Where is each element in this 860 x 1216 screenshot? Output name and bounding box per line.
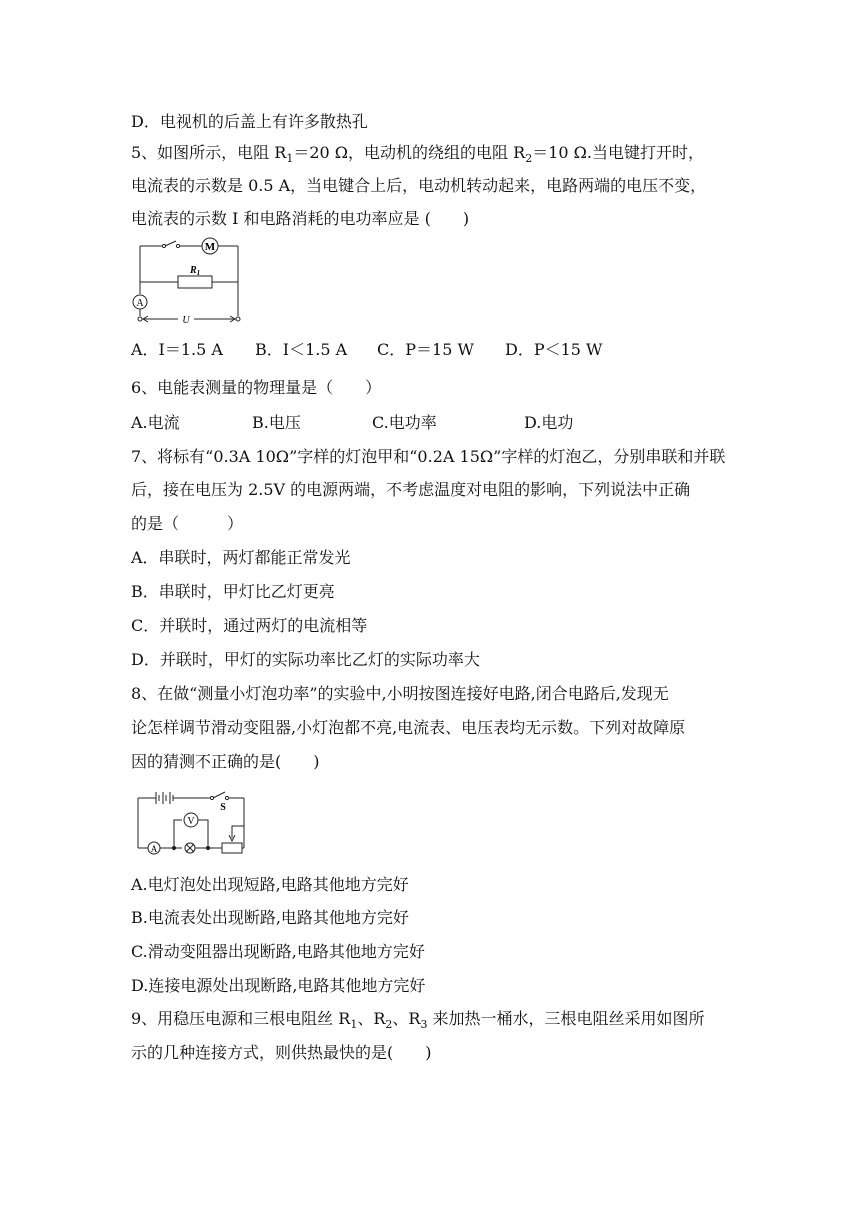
q6-option-b: B.电压 [252,413,301,432]
q8-circuit-figure [130,786,250,858]
voltage-label: U [182,315,190,326]
q5-option-c: C．P＝15 W [377,340,474,359]
switch-label: S [220,802,226,813]
q6-option-c: C.电功率 [372,413,437,432]
q6-option-a: A.电流 [131,413,180,432]
switch-icon [213,792,225,798]
q7-option-b: B．串联时，甲灯比乙灯更亮 [131,582,335,601]
q8-stem-line3: 因的猜测不正确的是( ) [131,752,320,771]
q5-stem-line2: 电流表的示数是 0.5 A，当电键合上后，电动机转动起来，电路两端的电压不变， [131,176,707,195]
q7-option-c: C．并联时，通过两灯的电流相等 [131,616,368,635]
rheostat-icon [222,843,242,853]
q8-option-b: B.电流表处出现断路,电路其他地方完好 [131,908,409,927]
q7-stem-line1: 7、将标有“0.3A 10Ω”字样的灯泡甲和“0.2A 15Ω”字样的灯泡乙，分别串联和并联 [131,447,726,466]
q9-stem-line1: 9、用稳压电源和三根电阻丝 $R_1$、$R_2$、$R_3$ 来加热一桶水，三根电阻丝采用如图所 [131,1009,705,1032]
q9-stem-line2: 示的几种连接方式，则供热最快的是( ) [131,1043,432,1062]
voltmeter-label: V [187,816,195,827]
q4-option-d: D．电视机的后盖上有许多散热孔 [131,112,368,131]
q7-stem-line2: 后，接在电压为 2.5V 的电源两端，不考虑温度对电阻的影响，下列说法中正确 [131,480,691,499]
q7-stem-line3: 的是（ ） [131,514,244,533]
motor-label: M [204,241,216,253]
q8-stem-line2: 论怎样调节滑动变阻器,小灯泡都不亮,电流表、电压表均无示数。下列对故障原 [131,718,686,737]
resistor-icon [178,276,212,288]
q5-circuit-figure [128,236,248,328]
q6-option-d: D.电功 [524,413,574,432]
q8-option-a: A.电灯泡处出现短路,电路其他地方完好 [131,875,409,894]
q6-stem: 6、电能表测量的物理量是（ ） [131,378,382,397]
q8-option-d: D.连接电源处出现断路,电路其他地方完好 [131,976,426,995]
resistor-label: $R_1$ [190,265,201,277]
q8-stem-line1: 8、在做“测量小灯泡功率”的实验中,小明按图连接好电路,闭合电路后,发现无 [131,684,669,703]
q5-stem-line1: 5、如图所示，电阻 $R_1=20$ Ω，电动机的绕组的电阻 $R_2=10$ Ω.当电键打开时， [131,143,704,166]
q5-stem-line3: 电流表的示数 I 和电路消耗的电功率应是 ( ) [131,209,470,228]
q7-option-d: D．并联时，甲灯的实际功率比乙灯的实际功率大 [131,650,480,669]
ammeter-label: A [136,298,144,309]
ammeter-label: A [150,844,158,854]
q7-option-a: A．串联时，两灯都能正常发光 [131,548,351,567]
q5-option-a: A．I＝1.5 A [131,340,223,359]
q5-option-d: D．P＜15 W [505,340,603,359]
q8-option-c: C.滑动变阻器出现断路,电路其他地方完好 [131,942,425,961]
q5-option-b: B．I＜1.5 A [255,340,348,359]
